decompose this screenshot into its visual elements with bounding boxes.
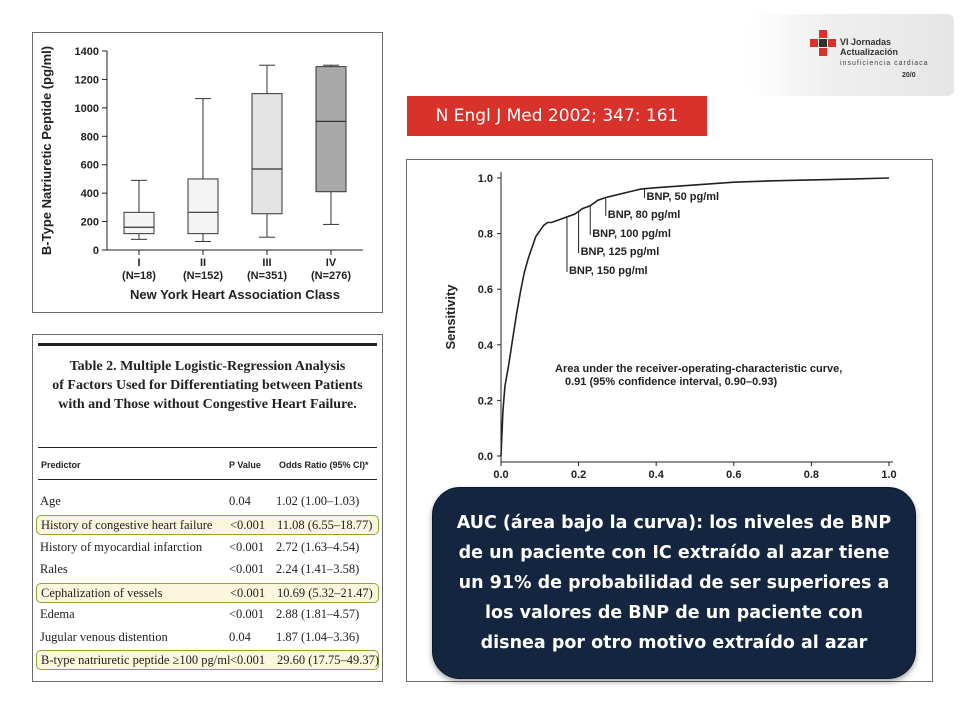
y-tick-label: 0.4 bbox=[477, 339, 493, 352]
x-category-label: IV bbox=[325, 257, 337, 269]
row-p-value: <0.001 bbox=[230, 653, 266, 667]
auc-note-line2: 0.91 (95% confidence interval, 0.90–0.93) bbox=[565, 376, 778, 388]
table-row bbox=[36, 628, 379, 648]
y-tick-label: 0.2 bbox=[477, 395, 493, 408]
row-predictor: History of myocardial infarction bbox=[40, 540, 203, 554]
x-axis-title: New York Heart Association Class bbox=[129, 287, 341, 302]
header-p-value: P Value bbox=[229, 460, 261, 470]
row-odds-ratio: 1.02 (1.00–1.03) bbox=[276, 494, 360, 508]
x-tick-label: 0.8 bbox=[803, 469, 820, 481]
y-tick-label: 1000 bbox=[74, 102, 99, 115]
x-category-label: III bbox=[262, 257, 272, 269]
y-tick-label: 800 bbox=[80, 131, 99, 144]
y-tick-label: 1.0 bbox=[477, 173, 493, 185]
row-odds-ratio: 1.87 (1.04–3.36) bbox=[276, 630, 360, 644]
x-category-label: II bbox=[199, 257, 207, 269]
y-tick-label: 400 bbox=[80, 188, 99, 201]
row-predictor: B-type natriuretic peptide ≥100 pg/ml bbox=[41, 653, 231, 667]
y-tick-label: 1200 bbox=[74, 74, 99, 87]
y-tick-label: 0.0 bbox=[477, 451, 493, 463]
table-row bbox=[36, 538, 379, 558]
boxplot-chart bbox=[33, 33, 382, 312]
row-odds-ratio: 29.60 (17.75–49.37) bbox=[277, 653, 380, 667]
row-p-value: <0.001 bbox=[229, 607, 265, 621]
y-tick-label: 600 bbox=[80, 159, 99, 172]
table-top-rule bbox=[38, 343, 377, 346]
table-title-line3: with and Those without Congestive Heart Failure. bbox=[58, 397, 357, 412]
row-predictor: History of congestive heart failure bbox=[41, 518, 213, 532]
table-header-rule bbox=[38, 447, 377, 448]
y-tick-label: 0.8 bbox=[477, 228, 493, 241]
row-p-value: <0.001 bbox=[230, 586, 266, 600]
logo-line1: VI Jornadas bbox=[840, 37, 892, 47]
row-predictor: Rales bbox=[40, 562, 68, 576]
logo-line2: Actualización bbox=[840, 47, 899, 57]
annotation-label: BNP, 50 pg/ml bbox=[646, 191, 720, 203]
table-row bbox=[36, 650, 379, 670]
conference-logo bbox=[748, 14, 954, 96]
table-row bbox=[36, 560, 379, 580]
y-tick-label: 200 bbox=[80, 216, 99, 229]
y-tick-label: 0 bbox=[92, 245, 99, 257]
y-tick-label: 0.6 bbox=[477, 284, 493, 297]
x-tick-label: 0.2 bbox=[570, 469, 587, 481]
row-odds-ratio: 10.69 (5.32–21.47) bbox=[277, 586, 373, 600]
box-iqr bbox=[316, 67, 346, 192]
x-n-label: (N=18) bbox=[122, 270, 156, 282]
row-p-value: <0.001 bbox=[230, 518, 266, 532]
box-iqr bbox=[124, 212, 154, 233]
box-iqr bbox=[252, 94, 282, 214]
row-p-value: 0.04 bbox=[229, 630, 251, 644]
row-odds-ratio: 11.08 (6.55–18.77) bbox=[277, 518, 373, 532]
y-axis-title: Sensitivity bbox=[443, 284, 458, 350]
x-n-label: (N=152) bbox=[182, 270, 224, 282]
annotation-label: BNP, 80 pg/ml bbox=[607, 209, 681, 221]
regression-table bbox=[32, 334, 383, 682]
annotation-label: BNP, 150 pg/ml bbox=[568, 265, 648, 277]
logo-line3: insuficiencia cardiaca bbox=[840, 60, 929, 67]
row-predictor: Age bbox=[40, 494, 61, 508]
table-row bbox=[36, 605, 379, 625]
header-odds-ratio: Odds Ratio (95% CI)* bbox=[279, 460, 369, 470]
row-predictor: Edema bbox=[40, 607, 75, 621]
auc-note-line1: Area under the receiver-operating-characteristic curve, bbox=[555, 363, 843, 375]
x-tick-label: 0.0 bbox=[493, 469, 509, 481]
x-n-label: (N=351) bbox=[246, 270, 288, 282]
roc-curve bbox=[501, 178, 889, 456]
citation-label: N Engl J Med 2002; 347: 161 bbox=[407, 96, 707, 136]
x-category-label: I bbox=[137, 257, 141, 269]
x-tick-label: 0.6 bbox=[726, 469, 742, 481]
row-odds-ratio: 2.72 (1.63–4.54) bbox=[276, 540, 360, 554]
annotation-label: BNP, 125 pg/ml bbox=[580, 246, 660, 258]
table-row bbox=[36, 515, 379, 535]
row-p-value: <0.001 bbox=[229, 562, 265, 576]
table-title bbox=[33, 357, 382, 414]
y-axis-title: B-Type Natriuretic Peptide (pg/ml) bbox=[39, 45, 54, 256]
table-title-line1: Table 2. Multiple Logistic-Regression Analysis bbox=[69, 359, 346, 374]
box-iqr bbox=[188, 179, 218, 234]
logo-cross-icon bbox=[810, 30, 836, 56]
logo-line4: 20/0 bbox=[902, 72, 916, 79]
auc-text: AUC (área bajo la curva): los niveles de BNP de un paciente con IC extraído al azar tiene un 91% de probabilidad de ser superiores a los valores de BNP de un paciente con disnea por otro motivo extraído al azar bbox=[456, 513, 892, 653]
annotation-label: BNP, 100 pg/ml bbox=[592, 228, 671, 240]
row-predictor: Cephalization of vessels bbox=[41, 586, 163, 600]
table-title-line2: of Factors Used for Differentiating between Patients bbox=[52, 378, 363, 393]
header-predictor: Predictor bbox=[41, 460, 81, 470]
auc-explanation bbox=[432, 487, 916, 679]
row-predictor: Jugular venous distention bbox=[40, 630, 168, 644]
table-row bbox=[36, 492, 379, 512]
row-p-value: <0.001 bbox=[229, 540, 265, 554]
boxplot-panel bbox=[32, 32, 383, 313]
table-row bbox=[36, 583, 379, 603]
x-tick-label: 1.0 bbox=[881, 469, 897, 481]
x-tick-label: 0.4 bbox=[648, 469, 664, 481]
row-odds-ratio: 2.24 (1.41–3.58) bbox=[276, 562, 360, 576]
row-odds-ratio: 2.88 (1.81–4.57) bbox=[276, 607, 360, 621]
row-p-value: 0.04 bbox=[229, 494, 251, 508]
x-n-label: (N=276) bbox=[310, 270, 352, 282]
y-tick-label: 1400 bbox=[74, 46, 99, 58]
table-subheader-rule bbox=[38, 479, 377, 480]
